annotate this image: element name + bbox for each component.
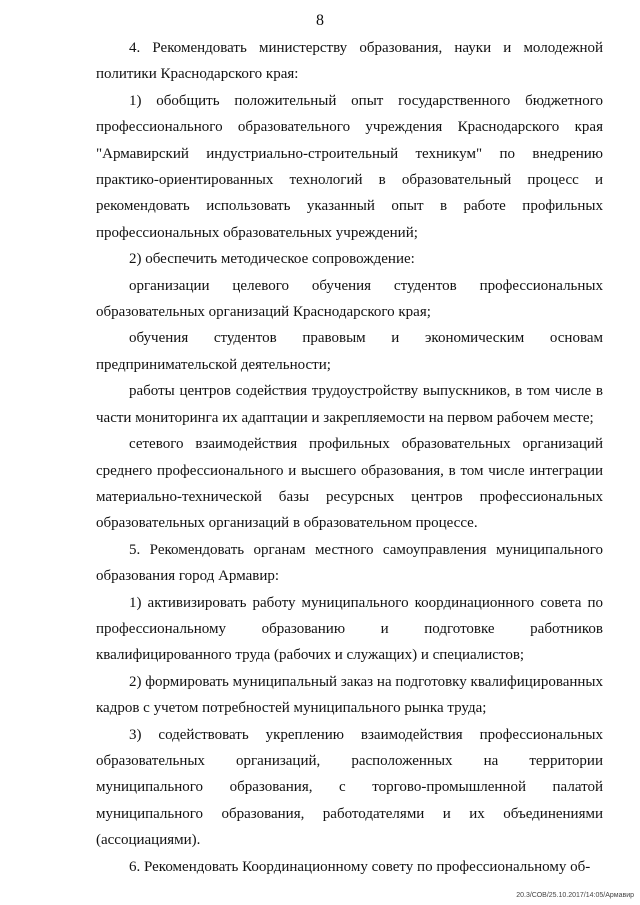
paragraph-4-2: 2) обеспечить методическое сопровождение:: [129, 251, 415, 268]
paragraph-6: 6. Рекомендовать Координационному совету по профессиональному об-: [129, 858, 591, 875]
paragraph-5-3: 3) содействовать укреплению взаимодействия профессиональных образовательных организаций, расположенных на территории муниципального образования, с торгово-промышленной палатой муниципального образования, работодателями и их объединениями (ассоциациями).: [96, 726, 603, 849]
paragraph-5-2: 2) формировать муниципальный заказ на подготовку квалифицированных кадров с учетом потребностей муниципального рынка труда;: [96, 673, 603, 717]
paragraph-4: 4. Рекомендовать министерству образования, науки и молодежной политики Краснодарского края:: [96, 40, 603, 83]
paragraph-5: 5. Рекомендовать органам местного самоуправления муниципального образования город Армавир:: [96, 541, 603, 585]
page-number: 8: [316, 12, 324, 29]
paragraph-4-2-d: сетевого взаимодействия профильных образовательных организаций среднего профессионального и высшего образования, в том числе интеграции материально-технической базы ресурсных центров профессиональных образовательных организаций в образовательном процессе.: [96, 436, 603, 532]
footer-stamp: 20.3/СОВ/25.10.2017/14:05/Армавир: [516, 892, 634, 899]
paragraph-4-2-c: работы центров содействия трудоустройству выпускников, в том числе в части мониторинга их адаптации и закрепляемости на первом рабочем месте;: [96, 383, 603, 426]
paragraph-4-1: 1) обобщить положительный опыт государственного бюджетного профессионального образовательного учреждения Краснодарского края "Армавирский индустриально-строительный техникум" по внедрению практико-ориентированных технологий в образовательный процесс и рекомендовать использовать указанный опыт в работе профильных профессиональных образовательных учреждений;: [96, 92, 603, 241]
document-body: [96, 35, 603, 880]
paragraph-5-1: 1) активизировать работу муниципального координационного совета по профессиональному образованию и подготовке работников квалифицированного труда (рабочих и служащих) и специалистов;: [96, 594, 603, 664]
paragraph-4-2-a: организации целевого обучения студентов профессиональных образовательных организаций Краснодарского края;: [96, 277, 603, 321]
paragraph-4-2-b: обучения студентов правовым и экономическим основам предпринимательской деятельности;: [96, 330, 603, 373]
